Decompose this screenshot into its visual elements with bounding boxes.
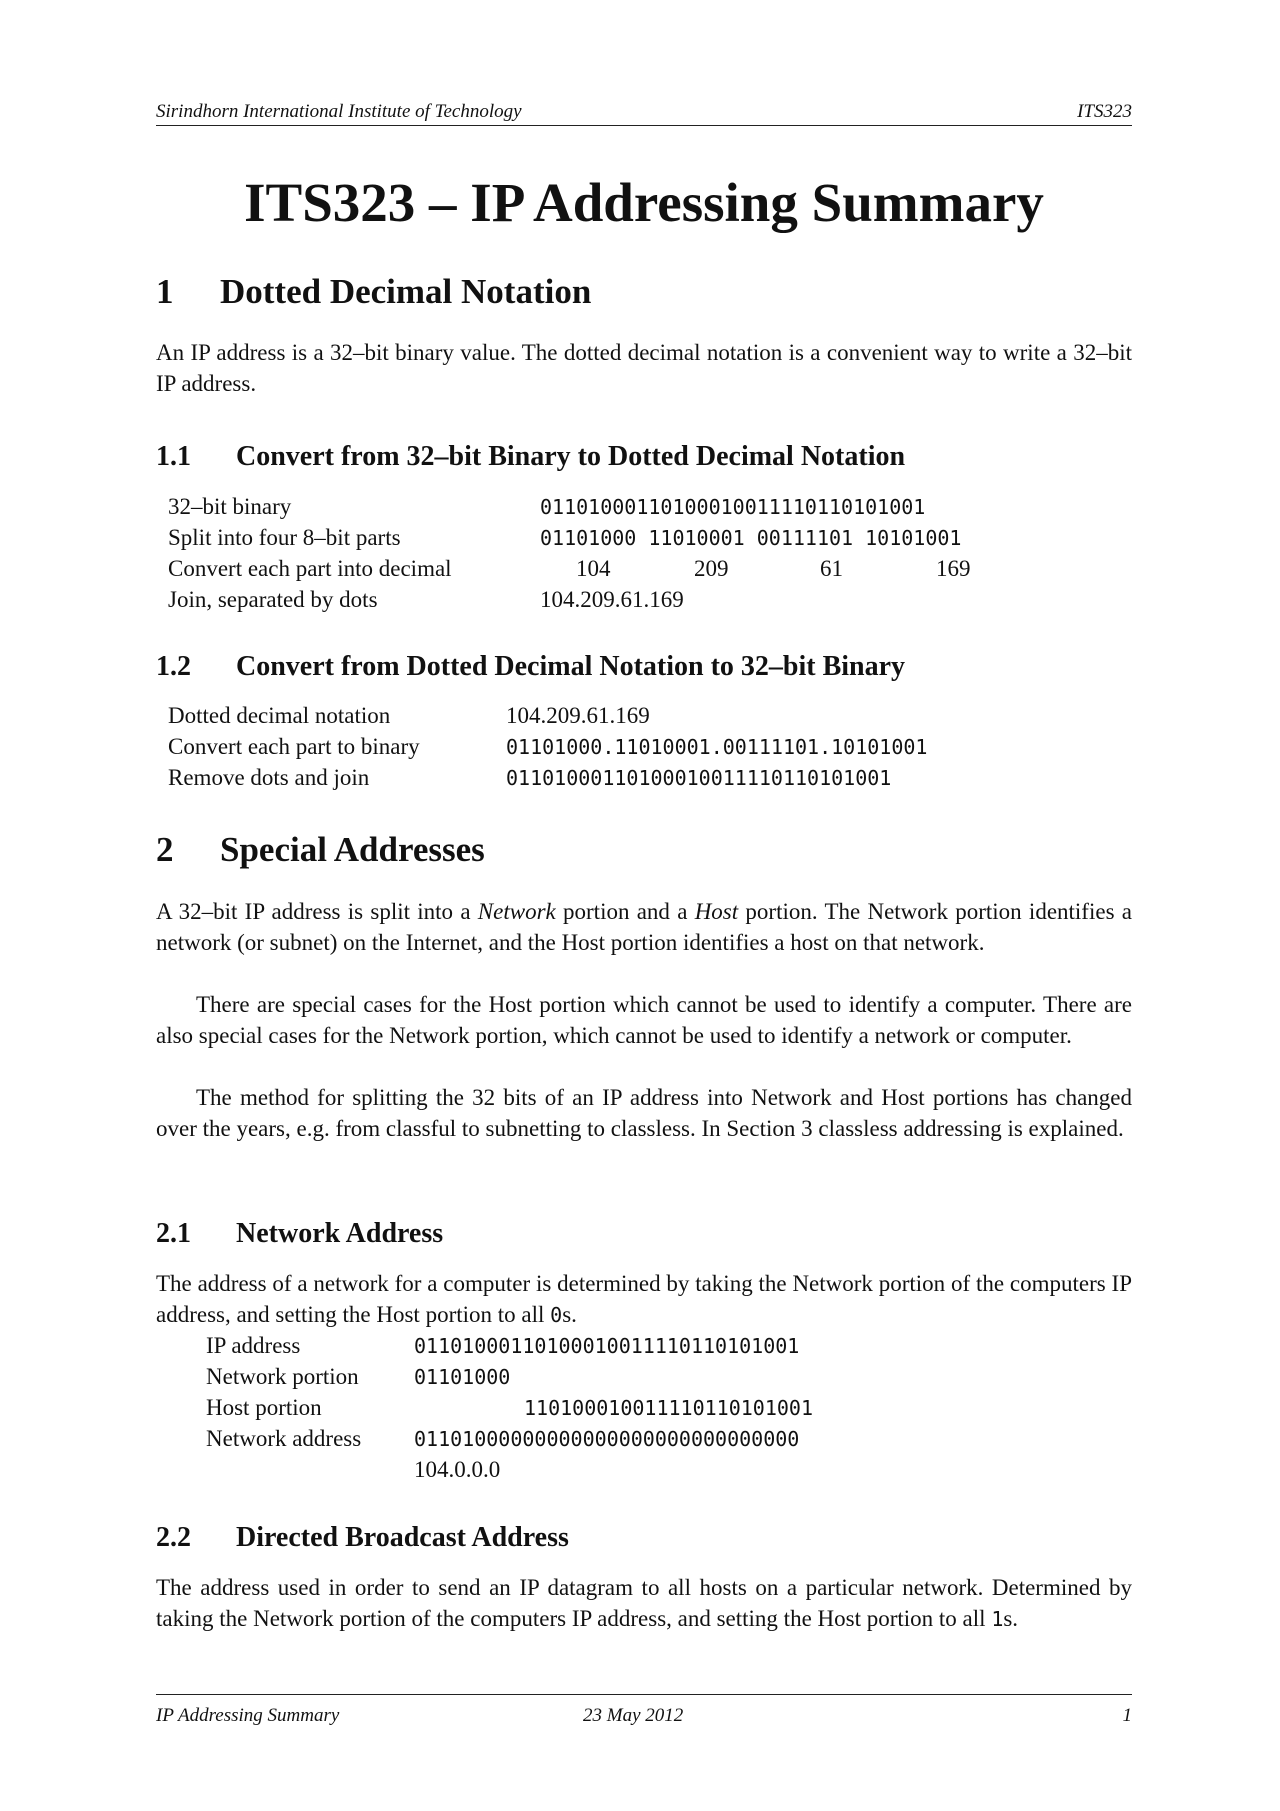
row-value: 01101000110100010011110110101001 (414, 1334, 800, 1358)
document-title: ITS323 – IP Addressing Summary (244, 172, 1044, 233)
subsection-title: Directed Broadcast Address (236, 1522, 569, 1553)
subsection-number: 2.1 (156, 1218, 191, 1249)
table-row (168, 553, 1068, 584)
section-2-paragraph-3: The method for splitting the 32 bits of an IP address into Network and Host portions has changed over the years, e.g. from classful to subnetting to classless. In Section 3 classless addressing is explained. (156, 1085, 1132, 1141)
table-row (168, 522, 1068, 553)
decimal-part: 169 (936, 556, 971, 581)
text-run: portion. The Network portion identifies a network (or subnet) on the Internet, and the Host portion identifies a host on that network. (156, 899, 1132, 955)
decimal-to-binary-table (168, 700, 1068, 793)
row-label: Convert each part into decimal (168, 556, 452, 581)
page-header (156, 97, 1132, 126)
section-2-heading (156, 828, 485, 872)
text-run: s. (562, 1302, 577, 1327)
code-zero: 0 (550, 1303, 563, 1327)
row-label: Remove dots and join (168, 765, 370, 790)
subsection-title: Convert from Dotted Decimal Notation to 32–bit Binary (236, 651, 906, 682)
row-value: 01101000110100010011110110101001 (540, 495, 926, 519)
table-row (168, 762, 1068, 793)
header-course: ITS323 (1077, 101, 1132, 122)
row-value: 01101000 11010001 00111101 10101001 (540, 526, 962, 550)
row-value: 01101000110100010011110110101001 (506, 766, 892, 790)
footer-date: 23 May 2012 (583, 1705, 684, 1726)
table-row (168, 700, 1068, 731)
section-2-1-heading (156, 1216, 443, 1252)
code-one: 1 (991, 1607, 1004, 1631)
footer-title: IP Addressing Summary (156, 1705, 340, 1726)
section-number: 1 (156, 272, 174, 311)
section-2-paragraph-1 (156, 896, 1132, 958)
section-title: Dotted Decimal Notation (220, 272, 592, 311)
page-footer (156, 1694, 1132, 1725)
table-row (168, 731, 1068, 762)
network-address-text (156, 1268, 1132, 1331)
document-page (156, 0, 1132, 1811)
text-run: portion and a (555, 899, 695, 924)
broadcast-address-text (156, 1572, 1132, 1635)
table-row (206, 1423, 1006, 1454)
subsection-title: Convert from 32–bit Binary to Dotted Decimal Notation (236, 441, 906, 472)
table-row (168, 584, 1068, 615)
row-label: Dotted decimal notation (168, 703, 391, 728)
decimal-part: 209 (694, 556, 729, 581)
row-value: 110100010011110110101001 (524, 1396, 813, 1420)
section-2-paragraph-2: There are special cases for the Host portion which cannot be used to identify a computer. There are also special cases for the Network portion, which cannot be used to identify a network or computer. (156, 992, 1132, 1048)
table-row (168, 491, 1068, 522)
section-1-heading (156, 270, 591, 314)
decimal-part: 104 (576, 556, 611, 581)
row-label: Split into four 8–bit parts (168, 525, 401, 550)
subsection-number: 1.1 (156, 441, 191, 472)
section-1-intro: An IP address is a 32–bit binary value. The dotted decimal notation is a convenient way to write a 32–bit IP address. (156, 340, 1132, 396)
network-term: Network (477, 899, 556, 924)
row-label: Join, separated by dots (168, 587, 378, 612)
row-label: IP address (206, 1333, 301, 1358)
row-label: Network portion (206, 1364, 359, 1389)
row-value: 01101000000000000000000000000000 (414, 1427, 800, 1451)
decimal-part: 61 (820, 556, 843, 581)
row-value: 01101000.11010001.00111101.10101001 (506, 735, 928, 759)
row-label: Host portion (206, 1395, 322, 1420)
row-value: 104.209.61.169 (506, 703, 650, 728)
row-label: 32–bit binary (168, 494, 292, 519)
row-label: Convert each part to binary (168, 734, 420, 759)
row-value: 01101000 (414, 1365, 511, 1389)
binary-to-decimal-table (168, 491, 1068, 615)
page-number: 1 (1122, 1705, 1132, 1726)
network-address-table (206, 1330, 1006, 1485)
row-value: 104.209.61.169 (540, 587, 684, 612)
host-term: Host (694, 899, 739, 924)
subsection-number: 1.2 (156, 651, 191, 682)
row-label: Network address (206, 1426, 362, 1451)
text-run: The address used in order to send an IP datagram to all hosts on a particular network. Determined by taking the Network portion of the computers IP address, and setting the Host portion to all (156, 1575, 1132, 1631)
text-run: s. (1003, 1606, 1019, 1631)
table-row (206, 1361, 1006, 1392)
text-run: The address of a network for a computer is determined by taking the Network portion of the computers IP address, and setting the Host portion to all (156, 1271, 1132, 1327)
section-number: 2 (156, 830, 174, 869)
table-row (206, 1454, 1006, 1485)
header-institution: Sirindhorn International Institute of Technology (156, 101, 522, 122)
section-1-2-heading (156, 649, 905, 685)
section-title: Special Addresses (220, 830, 485, 869)
text-run: A 32–bit IP address is split into a (156, 899, 478, 924)
subsection-title: Network Address (236, 1218, 444, 1249)
table-row (206, 1330, 1006, 1361)
table-row (206, 1392, 1006, 1423)
row-value: 104.0.0.0 (414, 1457, 501, 1482)
subsection-number: 2.2 (156, 1522, 191, 1553)
section-2-2-heading (156, 1520, 569, 1556)
section-1-1-heading (156, 439, 905, 475)
